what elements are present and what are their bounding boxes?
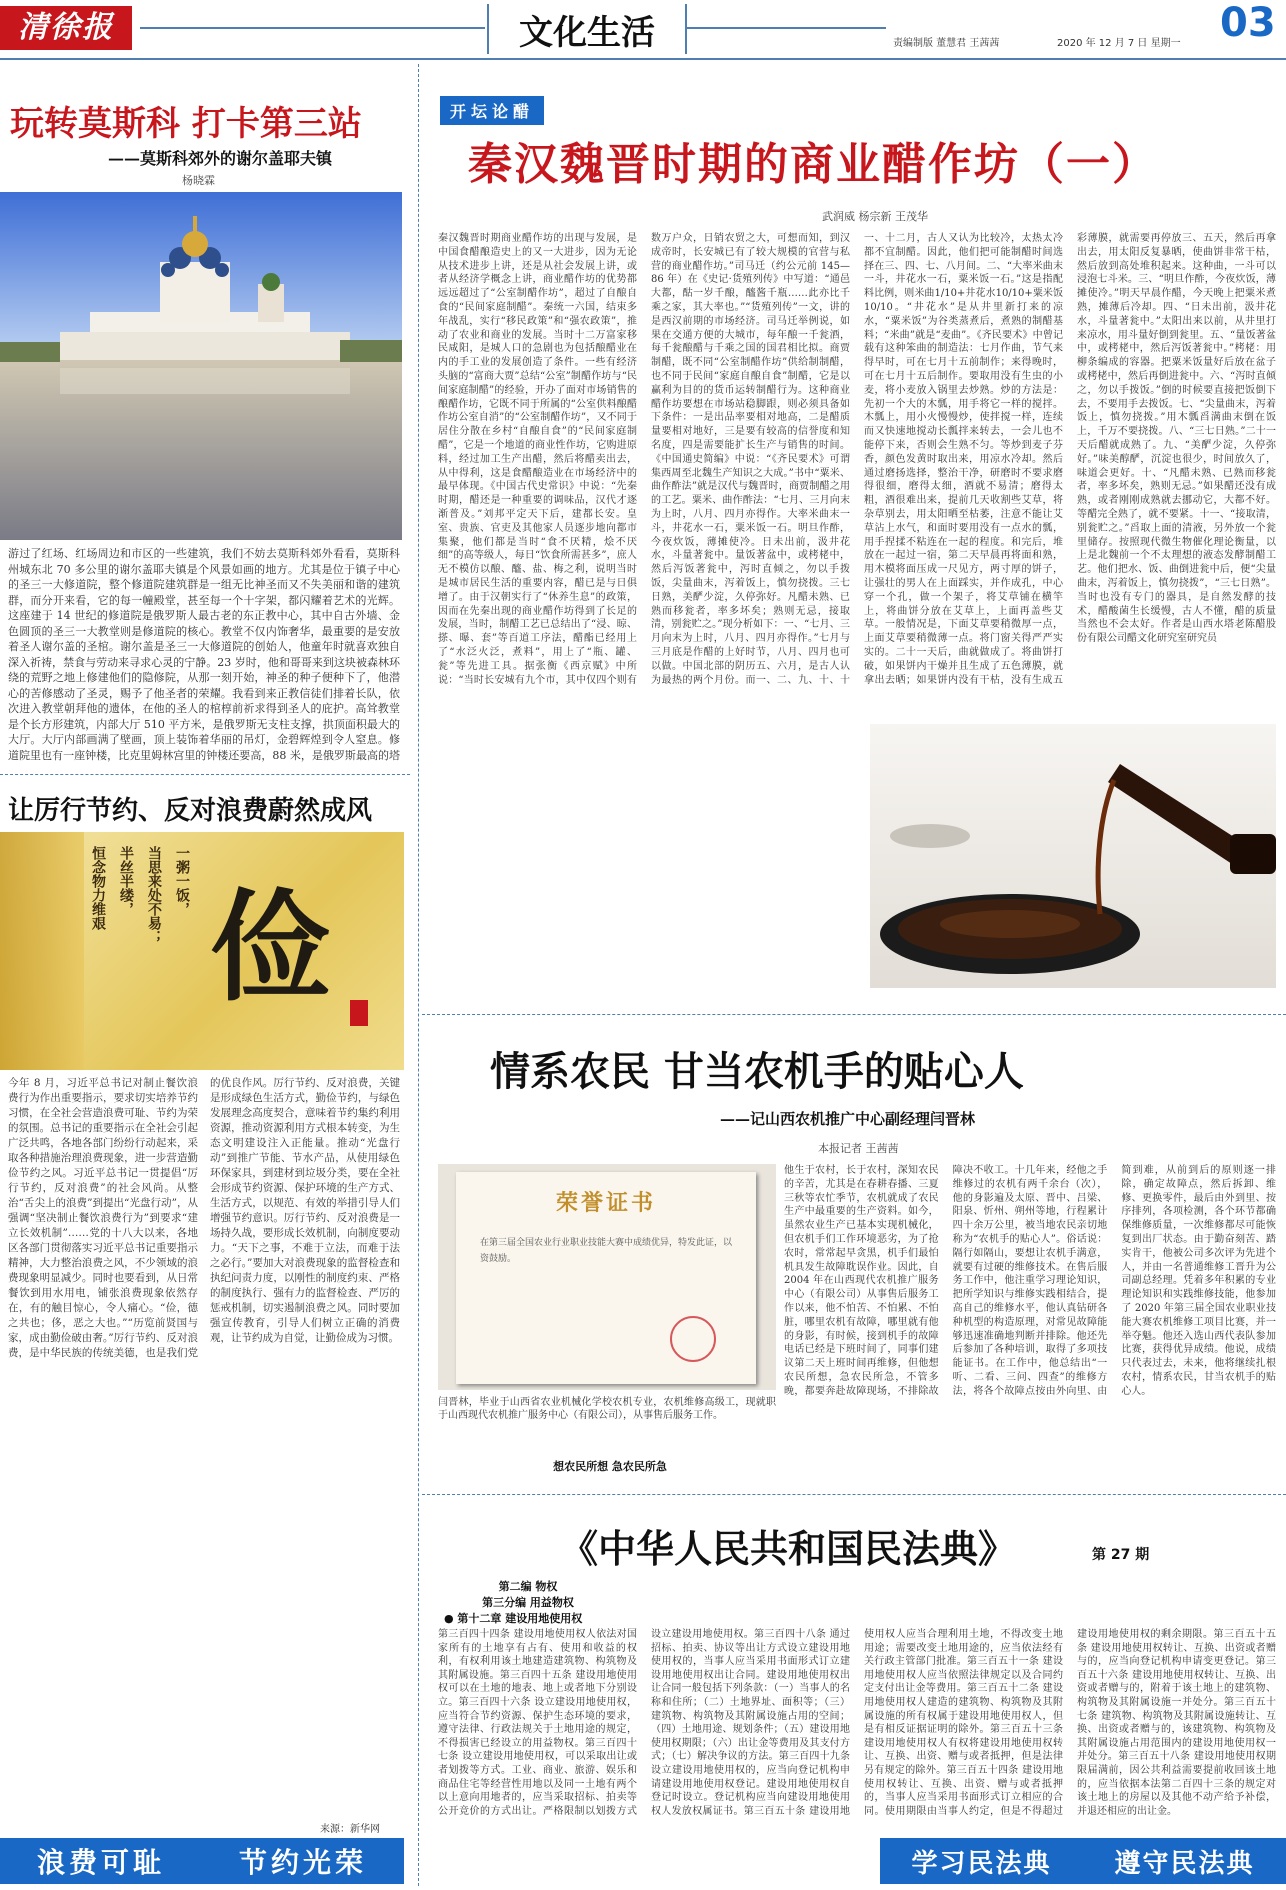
footer-slogan: 浪费可耻	[36, 1846, 165, 1879]
jianyue-poster	[0, 832, 404, 1070]
jianyue-title: 让厉行节约、反对浪费蔚然成风	[8, 796, 373, 826]
certificate-text: 在第三届全国农业行业职业技能大赛中成绩优异，特发此证，以资鼓励。	[480, 1238, 733, 1264]
civil-title: 《中华人民共和国民法典》	[560, 1526, 1017, 1571]
separator	[0, 774, 410, 775]
section-title-box	[487, 4, 687, 54]
jianyue-source: 来源：新华网	[320, 1824, 380, 1835]
separator	[422, 1014, 1286, 1015]
footer-banner-left	[0, 1838, 404, 1884]
footer-slogan: 节约光荣	[238, 1846, 367, 1879]
header-line-left	[140, 27, 485, 29]
header-date: 2020 年 12 月 7 日 星期一	[1057, 38, 1181, 49]
moscow-body: 游过了红场、红场周边和市区的一些建筑，我们不妨去莫斯科郊外看看，莫斯科州城东北 70 多公里的谢尔盖耶夫镇是个风景如画的地方。尤其是位于镇子中心的圣三一大修道院，整个修道院建筑群是一组无比神圣而又不失美丽和谐的建筑群，而分开来看，它的每一幢殿堂，甚至每一个十字架，都闪耀着艺术的光辉。这座建于 14 世纪的修道院是俄罗斯人最古老的东正教中心，其中自古外墙、金色圆顶的圣三一大教堂则是修道院的核心。教堂不仅内饰奢华，最重要的是安放着圣人谢尔盖的圣棺。谢尔盖是圣三一大修道院的创始人，他童年时就喜欢独自深入祈祷，禁食与劳动来寻求心灵的宁静。23 岁时，他和哥哥来到这块被森林环绕的荒野之地上修建他们的隐修院，从那一刻开始，神圣的种子便种下了，他潜心的苦修感动了圣灵，赐予了他圣者的荣耀。我看到来正教信徒们排着长队，依次进入教堂朝拜他的遗体，在他的圣人的棺椁前祈求得到圣人的庇护。高耸教堂是个长方形建筑，内部大厅 510 平方米，是俄罗斯无支柱支撑，拱顶面积最大的大厅。大厅内部画满了壁画，顶上装饰着华丽的吊灯，金碧辉煌到令人窒息。修道院里也有一座钟楼，比克里姆林宫里的钟楼还要高，88 米，是俄罗斯最高的塔	[8, 547, 400, 762]
moscow-title: 玩转莫斯科 打卡第三站	[10, 104, 362, 144]
civil-section: 第三分编 用益物权	[482, 1596, 574, 1609]
poster-line: 一粥一饭，	[174, 846, 190, 916]
civil-issue: 第 27 期	[1092, 1547, 1150, 1563]
vinegar-author: 武润威 杨宗新 王茂华	[822, 210, 928, 223]
page-number: 03	[1220, 0, 1276, 46]
header-editors: 责编制版 董慧君 王茜茜	[893, 38, 1000, 49]
poster-seal	[350, 1000, 368, 1026]
moscow-author: 杨晓霖	[182, 174, 215, 187]
civil-chapter: ● 第十二章 建设用地使用权	[444, 1612, 583, 1625]
farmer-subtitle: ——记山西农机推广中心副经理闫晋林	[720, 1110, 976, 1128]
vinegar-title: 秦汉魏晋时期的商业醋作坊（一）	[468, 139, 1158, 190]
certificate-photo	[438, 1164, 776, 1390]
vinegar-tag: 开坛论醋	[440, 96, 544, 125]
footer-slogan: 学习民法典	[911, 1848, 1052, 1879]
masthead-logo: 清徐报	[0, 6, 132, 50]
footer-banner-right	[880, 1838, 1286, 1884]
farmer-photo-caption: 闫晋林，毕业于山西省农业机械化学校农机专业，农机维修高级工，现就职于山西现代农机推广服务中心（有限公司），从事售后服务工作。	[438, 1397, 776, 1421]
moscow-photo	[0, 192, 402, 540]
separator	[418, 64, 419, 1886]
poster-line: 半丝半缕，	[118, 846, 134, 916]
poster-character: 俭	[210, 877, 330, 1018]
vinegar-photo-art	[870, 724, 1276, 988]
poster-line: 当思来处不易；	[146, 846, 162, 944]
civil-part: 第二编 物权	[498, 1580, 558, 1593]
farmer-author: 本报记者 王茜茜	[818, 1142, 899, 1155]
footer-slogan: 遵守民法典	[1114, 1848, 1255, 1879]
vinegar-body: 秦汉魏晋时期商业醋作坊的出现与发展，是中国食醋酿造史上的又一大进步，因为无论从技术进步上讲，还是从社会发展上讲，或者从经济学概念上讲，商业醋作坊的优势都远远超过了“公室制醋作坊”，超过了自酿自食的“民间家庭制醋”。秦统一六国，结束多年战乱，实行“移民政策”和“强农政策”，推动了农业和商业的发展。当时十二万富家移民咸阳，是城人口的急剧也为包括酿醋业在内的手工业的发展创造了条件。一些有经济头脑的“富商大贾”总结“公室”制醋作坊与“民间家庭制醋”的经验，开办了面对市场销售的酿醋作坊，它既不同于所属的“公室供料酿醋作坊公室自消”的“公室制醋作坊”，又不同于居住分散在乡村“自酿自食”的“民间家庭制醋”，它是一个地道的商业性作坊，它购进原料，经过加工生产出醋，然后将醋卖出去，从中得利，这是食醋酿造业在市场经济中的最早体现。《中国古代史常识》中说：“先秦时期，醋还是一种重要的调味品，汉代才逐渐普及。”刘邦平定天下后，建都长安。皇室、贵族、官吏及其他家人员逐步地向都市集聚，他们都是当时“食不厌精，烩不厌细”的高等级人，每日“饮食所需甚多”，庶人无不模仿以酿、醯、盐、梅之利，说明当时是城市居民生活的重要内容，醋已是与日俱增了。由于汉朝实行了“休养生息”的政策，因而在先秦出现的商业醋作坊得到了长足的发展，当时，制醋工艺已总结出了“浸、晾、搽、曝、套”等百道工序法，醋酯已经用上了“水泛火泛，煮料”，用上了“瓶、罐、瓮”等先进工具。据张衡《西京赋》中所说：“当时长安城有九个市，其中仅四个则有数万户众，日销农贸之大，可想而知，到汉成帝时，长安城已有了较大规模的官营与私营的商业醋作坊。”司马迁（约公元前 145—86 年）在《史记·货殖列传》中写道：“通邑大都，酤一岁千酿，醯酱千瓶……此亦比千乘之家，其大率也。”“货殖列传”一文，讲的是西汉前期的市场经济。司马迁举例说，如果在交通方便的大城市，每年酿一千瓮酒，每千瓮酿醋与千乘之国的国君相比拟。商贾制醋，既不同“公室制醋作坊”供给制制醋，也不同于民间“家庭自酿自食”制醋，它是以赢利为目的的货币运转制醋行为。这种商业醋作坊要想在市场站稳脚跟，则必须具备如下条件：一是出品率要相对地高，二是醋质量要相对地好，三是要有较高的信誉度和知名度，四是需要能扩长生产与销售的时间。《中国通史简编》中说：“《齐民要术》可谓集西周至北魏生产知识之大成。”书中“粟米、曲作酢法”就是汉代与魏晋时，商贾制醋之用的工艺。粟米、曲作酢法：“七月、三月向末为上时，八月、四月亦得作。大率米曲末一斗，井花水一石，粟米饭一石。明旦作酢，今夜炊饭，薄摊使冷。日未出前，汲井花水，斗量著瓮中。量饭著盆中，或栲栳中，然后泻饭著瓮中，泻时直倾之，勿以手拨饭，尖量曲末，泻着饭上，慎勿挠拨。三七日熟，美酽少淀，久停弥好。凡醋未熟、已熟而移瓮者，率多坏矣；熟则无忌，接取清，别瓮贮之。”现分析如下：一、“七月、三月向末为上时，八月、四月亦得作。”七月与三月底是作醋的上好时节，八月、四月也可以做。中国北部的阴历五、六月，是古人认为最热的两个月份。而一、二、九、十、十一、十二月，古人又认为比较冷，太热太冷都不宜制醋。因此，他们把可能制醋时间选择在三、四、七、八月间。二、“大率米曲末一斗，井花水一石，粟米饭一石。”这是指配料比例，则米曲1/10+井花水10/10+粟米饭10/10。“井花水”是从井里新打来的凉水，“粟米饭”为谷类蒸煮后，煮熟的制醋基料；“米曲”就是“麦曲”。《齐民要术》中曾记载有这种笨曲的制造法：七月作曲，节气来得早时，可在七月十五前制作；来得晚时，可在七月十五后制作。要取用没有生虫的小麦，将小麦放入锅里去炒熟。炒的方法是：先初一个大的木瓢，用手将它一样的搅拌。木瓢上，用小火慢慢炒，使拌搅一样，连续而又快速地搅动长瓢拌来转去，一会儿也不能停下来，否则会生熟不匀。等炒到麦子芬香，颜色发黄时取出来，用凉水冷却。然后通过磨扬选择，整治干净，研磨时不要求磨得很细，磨得太细，酒就不易清；磨得太粗，酒很难出来，提前几天收割些艾草，将杂草别去，用太阳晒至枯萎，注意不能让艾草沾上水气，和面时要用没有一点水的瓢，用手捏揉不粘连在一起的程度。和完后，堆放在一起过一宿，第二天早晨再将面和熟，用木模将面压成一尺见方，两寸厚的饼子，让强壮的男人在上面踩实，并作成孔，中心穿一个孔，做一个架子，将艾草铺在横竿上，将曲饼分放在艾草上，上面再盖些艾草。一般情况是，下面艾草要稍微厚一点，上面艾草要稍微薄一点。将门窗关得严严实实的。二十一天后，曲就做成了。将曲饼打破，如果饼内干燥并且生成了五色薄膜，就拿出去晒；如果饼内没有干枯，没有生成五彩薄膜，就需要再停放三、五天，然后再拿出去，用太阳反复暴晒，使曲饼非常干枯，然后放到高处堆积起来。这种曲，一斗可以浸泡七斗米。三、“明旦作酢，今夜炊饭，薄摊使冷。”明天早晨作醋，今天晚上把粟米煮熟，摊薄后冷却。四、“日未出前，汲井花水，斗量著瓮中。”太阳出来以前，从井里打来凉水，用斗量好倒到瓮里。五、“量饭著盆中，或栲栳中，然后泻饭著瓮中。”栲栳：用柳条编成的容器。把粟米饭量好后放在盆子或栲栳中，然后再倒进瓮中。六、“泻时直倾之，勿以手拨饭。”倒的时候要直接把饭倒下去，不要用手去拨饭。七、“尖量曲末，泻着饭上，慎勿挠拨。”用木瓢舀满曲末倒在饭上，千万不要挠拨。八、“三七日熟。”二十一天后醋就成熟了。九、“美酽少淀，久停弥好。”味美醇酽，沉淀也很少，时间放久了，味道会更好。十、“凡醋未熟、已熟而移瓮者，率多坏矣，熟则无忌。”如果醋还没有成熟，或者刚刚成熟就去挪动它，大都不好。等醋完全熟了，就不要紧。十一、“接取清，别瓮贮之。”舀取上面的清液，另外放一个瓮里储存。按照现代微生物催化理论衡量，以上是北魏前一个不太理想的液态发酵制醋工艺。他们把水、饭、曲倒进瓮中后，便“尖量曲末，泻着饭上，慎勿挠拨”，“三七日熟”。当时也没有专门的器具，是自然发酵的技术，醋酸菌生长缓慢，古人不懂，醋的质量当然也不会太好。作者是山西水塔老陈醋股份有限公司醋文化研究室研究员	[438, 233, 1276, 686]
moscow-subtitle: ——莫斯科郊外的谢尔盖耶夫镇	[107, 149, 332, 168]
certificate-page	[456, 1172, 756, 1384]
section-title: 文化生活	[519, 12, 655, 53]
poster-line: 恒念物力维艰	[90, 846, 106, 930]
rice-stalk-graphic	[0, 832, 84, 1070]
header-bottom-rule	[0, 58, 1286, 60]
farmer-body: 他生于农村，长于农村，深知农民的辛苦，尤其是在春耕春播、三夏三秋等农忙季节，农机就成了农民生产中最重要的生产资料。如今，虽然农业生产已基本实现机械化，但农机手们工作环境恶劣，为了抢农时，常常起早贪黑，机手们最怕机具发生故障耽误作业。因此，自 2004 年在山西现代农机推广服务中心（有限公司）从事售后服务工作以来，他不怕苦、不怕累、不怕脏，哪里农机有故障，哪里就有他的身影，有时候，接到机手的故障电话已经是下班时间了，同事们建议第二天上班时间再维修，但他想农民所想，急农民所急，不管多晚，都要奔赴故障现场，不排除故障决不收工。十几年来，经他之手维修过的农机有两千余台（次），他的身影遍及太原、晋中、吕梁、阳泉、忻州、朔州等地，行程累计四十余万公里，被当地农民亲切地称为“农机手的贴心人”。俗话说：隔行如隔山，要想让农机手满意，就要有过硬的维修技术。在售后服务工作中，他注重学习理论知识，把所学知识与维修实践相结合，提高自己的维修水平，他认真钻研各种机型的构造原理，对常见故障能够迅速准确地判断并排除。他还先后参加了各种培训，取得了多项技能证书。在工作中，他总结出“一听、二看、三问、四查”的维修方法，将各个故障点按由外向里、由简到难，从前到后的原则逐一排除，确定故障点，然后拆卸、维修、更换零件，最后由外到里、按序排列，各项检测，各个环节都确保维修质量，一次维修都尽可能恢复到出厂状态。由于勤奋刻苦、踏实肯干，他被公司多次评为先进个人，并由一名普通维修工晋升为公司副总经理。凭着多年积累的专业理论知识和实践维修技能，他参加了 2020 年第三届全国农业职业技能大赛农机维修工项目比赛，并一举夺魁。他还入选山西代表队参加比赛，获得优异成绩。他说，成绩只代表过去，未来，他将继续扎根农村，情系农民，甘当农机手的贴心人。	[784, 1165, 1276, 1397]
poster-lines	[88, 846, 192, 944]
jianyue-body: 今年 8 月，习近平总书记对制止餐饮浪费行为作出重要指示，要求切实培养节约习惯，在全社会营造浪费可耻、节约为荣的氛围。总书记的重要指示在全社会引起广泛共鸣，各地各部门纷纷行动起来，采取各种措施治理浪费现象，进一步营造勤俭节约之风。习近平总书记一贯提倡“厉行节约，反对浪费”的社会风尚。从整治“舌尖上的浪费”到提出“光盘行动”，从强调“坚决制止餐饮浪费行为”到要求“建立长效机制”……党的十八大以来，各地区各部门贯彻落实习近平总书记重要指示精神，大力整治浪费之风，不少领域的浪费现象明显减少。同时也要看到，从日常餐饮到用水用电，铺张浪费现象依然存在，有的触目惊心，令人痛心。“俭，德之共也；侈，恶之大也。”“历览前贤国与家，成由勤俭破由奢。”厉行节约、反对浪费，是中华民族的传统美德，也是我们党的优良作风。厉行节约、反对浪费，关键是形成绿色生活方式，勤俭节约，与绿色发展理念高度契合，意味着节约集约利用资源，推动资源利用方式根本转变，为生态文明建设注入正能量。推动“光盘行动”到推广节能、节水产品，从使用绿色环保家具，到建材到垃圾分类，要在全社会形成节约资源、保护环境的生产方式、生活方式，以规范、有效的举措引导人们增强节约意识。厉行节约、反对浪费是一场持久战，要形成长效机制，向制度要动力。“天下之事，不难于立法，而难于法之必行。”要加大对浪费现象的监督检查和执纪问责力度，以刚性的制度约束、严格的制度执行、强有力的监督检查、严厉的惩戒机制，切实遏制浪费之风。同时要加强宣传教育，引导人们树立正确的消费观，让节约成为自觉，让勤俭成为习惯。	[8, 1077, 400, 1359]
farmer-title: 情系农民 甘当农机手的贴心人	[490, 1048, 1024, 1095]
certificate-title: 荣誉证书	[555, 1190, 656, 1216]
certificate-seal	[670, 1316, 716, 1362]
separator	[422, 1494, 1286, 1495]
farmer-section1: 想农民所想 急农民所急	[553, 1460, 667, 1473]
header-line-right	[686, 27, 886, 29]
civil-body: 第三百四十四条 建设用地使用权人依法对国家所有的土地享有占有、使用和收益的权利，有权利用该土地建造建筑物、构筑物及其附属设施。第三百四十五条 建设用地使用权可以在土地的地表、地上或者地下分别设立。第三百四十六条 设立建设用地使用权，应当符合节约资源、保护生态环境的要求，遵守法律、行政法规关于土地用途的规定，不得损害已经设立的用益物权。第三百四十七条 设立建设用地使用权，可以采取出让或者划拨等方式。工业、商业、旅游、娱乐和商品住宅等经营性用地以及同一土地有两个以上意向用地者的，应当采取招标、拍卖等公开竞价的方式出让。严格限制以划拨方式设立建设用地使用权。第三百四十八条 通过招标、拍卖、协议等出让方式设立建设用地使用权的，当事人应当采用书面形式订立建设用地使用权出让合同。建设用地使用权出让合同一般包括下列条款：（一）当事人的名称和住所；（二）土地界址、面积等；（三）建筑物、构筑物及其附属设施占用的空间；（四）土地用途、规划条件；（五）建设用地使用权期限；（六）出让金等费用及其支付方式；（七）解决争议的方法。第三百四十九条 设立建设用地使用权的，应当向登记机构申请建设用地使用权登记。建设用地使用权自登记时设立。登记机构应当向建设用地使用权人发放权属证书。第三百五十条 建设用地使用权人应当合理利用土地，不得改变土地用途；需要改变土地用途的，应当依法经有关行政主管部门批准。第三百五十一条 建设用地使用权人应当依照法律规定以及合同约定支付出让金等费用。第三百五十二条 建设用地使用权人建造的建筑物、构筑物及其附属设施的所有权属于建设用地使用权人，但是有相反证据证明的除外。第三百五十三条 建设用地使用权人有权将建设用地使用权转让、互换、出资、赠与或者抵押，但是法律另有规定的除外。第三百五十四条 建设用地使用权转让、互换、出资、赠与或者抵押的，当事人应当采用书面形式订立相应的合同。使用期限由当事人约定，但是不得超过建设用地使用权的剩余期限。第三百五十五条 建设用地使用权转让、互换、出资或者赠与的，应当向登记机构申请变更登记。第三百五十六条 建设用地使用权转让、互换、出资或者赠与的，附着于该土地上的建筑物、构筑物及其附属设施一并处分。第三百五十七条 建筑物、构筑物及其附属设施转让、互换、出资或者赠与的，该建筑物、构筑物及其附属设施占用范围内的建设用地使用权一并处分。第三百五十八条 建设用地使用权期限届满前，因公共利益需要提前收回该土地的，应当依据本法第二百四十三条的规定对该土地上的房屋以及其他不动产给予补偿，并退还相应的出让金。	[438, 1629, 1276, 1817]
